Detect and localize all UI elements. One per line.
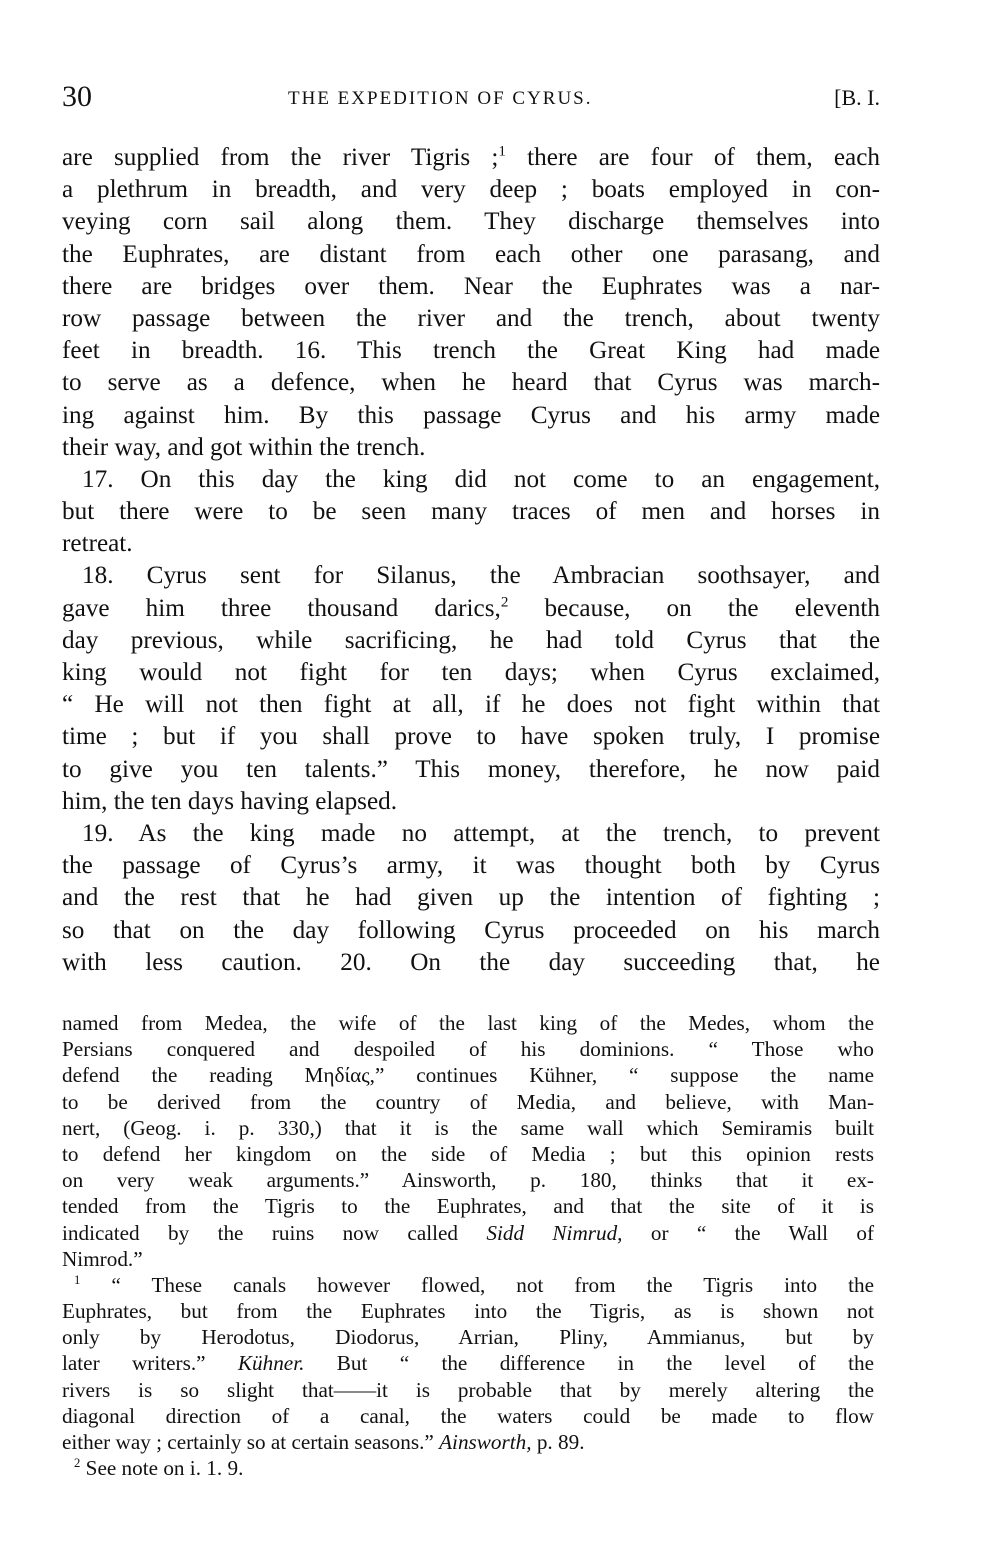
- footnote-line: [62, 1455, 874, 1481]
- text-line: [62, 142, 880, 174]
- text-line: [62, 464, 880, 496]
- text-line: [62, 303, 880, 335]
- footnote-line: [62, 1350, 874, 1376]
- text-line: [62, 560, 880, 592]
- line-text: a plethrum in breadth, and very deep ; boats employed in con-: [62, 176, 880, 204]
- italic-text: Kühner.: [237, 1351, 305, 1376]
- line-text: Nimrod.”: [62, 1246, 143, 1271]
- text-line: [62, 432, 880, 464]
- line-text: to serve as a defence, when he heard that Cyrus was march-: [62, 369, 880, 397]
- line-text: diagonal direction of a canal, the waters could be made to flow: [62, 1403, 874, 1428]
- line-text: veying corn sail along them. They discharge themselves into: [62, 208, 880, 236]
- footnote-line: [62, 1193, 874, 1219]
- footnote-line: [62, 1220, 874, 1246]
- line-text-tail: because, on the eleventh: [508, 594, 881, 622]
- text-line: [62, 850, 880, 882]
- text-line: [62, 625, 880, 657]
- line-text: to give you ten talents.” This money, therefore, he now paid: [62, 755, 880, 783]
- main-text: [62, 142, 880, 979]
- text-line: [62, 400, 880, 432]
- line-text: “ These canals however flowed, not from the Tigris into the: [111, 1272, 875, 1297]
- footnote-line: [62, 1141, 874, 1167]
- text-line: [62, 593, 880, 625]
- line-text: 17. On this day the king did not come to an engagement,: [82, 465, 880, 493]
- line-text: him, the ten days having elapsed.: [62, 787, 398, 815]
- footnote-line: [62, 1377, 874, 1403]
- footnote-line: [62, 1062, 874, 1088]
- footnotes: [62, 1010, 874, 1481]
- line-text: so that on the day following Cyrus proceeded on his march: [62, 916, 880, 944]
- book-section-marker: [B. I.: [834, 85, 880, 110]
- line-text: 18. Cyrus sent for Silanus, the Ambracian soothsayer, and: [82, 562, 880, 590]
- italic-text: Sidd Nimrud,: [486, 1220, 623, 1245]
- line-text: only by Herodotus, Diodorus, Arrian, Pliny, Ammianus, but by: [62, 1325, 874, 1350]
- footnote-marker: 1: [74, 1272, 81, 1287]
- line-text-tail: there are four of them, each: [505, 144, 880, 171]
- italic-text: Ainsworth,: [439, 1430, 532, 1454]
- text-line: [62, 496, 880, 528]
- line-text: with less caution. 20. On the day succeeding that, he: [62, 948, 880, 976]
- line-text: 19. As the king made no attempt, at the trench, to prevent: [82, 819, 880, 847]
- text-line: [62, 335, 880, 367]
- line-text: named from Medea, the wife of the last king of the Medes, whom the: [62, 1011, 874, 1035]
- text-line: [62, 239, 880, 271]
- text-line: [62, 882, 880, 914]
- footnote-line: [62, 1298, 874, 1324]
- line-text: defend the reading Μηδίας,” continues Kühner, “ suppose the name: [62, 1063, 874, 1088]
- footnote-marker: 2: [74, 1456, 81, 1471]
- line-text: the passage of Cyrus’s army, it was thought both by Cyrus: [62, 852, 880, 880]
- text-line: [62, 818, 880, 850]
- line-text: day previous, while sacrificing, he had told Cyrus that the: [62, 626, 880, 654]
- line-text: their way, and got within the trench.: [62, 433, 426, 461]
- line-text: are supplied from the river Tigris ;: [62, 144, 499, 171]
- footnote-line: [62, 1246, 874, 1272]
- footnote-line: [62, 1429, 874, 1455]
- footnote-line: [62, 1324, 874, 1350]
- footnote-line: [62, 1167, 874, 1193]
- line-text: “ He will not then fight at all, if he does not fight within that: [62, 691, 880, 719]
- text-line: [62, 367, 880, 399]
- text-line: [62, 271, 880, 303]
- footnote-line: [62, 1403, 874, 1429]
- line-text: tended from the Tigris to the Euphrates, and that the site of it is: [62, 1194, 874, 1219]
- text-line: [62, 206, 880, 238]
- text-line: [62, 689, 880, 721]
- line-text: there are bridges over them. Near the Euphrates was a nar-: [62, 272, 880, 300]
- line-text: to be derived from the country of Media, and believe, with Man-: [62, 1089, 874, 1114]
- line-text: Persians conquered and despoiled of his dominions. “ Those who: [62, 1037, 874, 1062]
- line-text: king would not fight for ten days; when Cyrus exclaimed,: [62, 659, 880, 686]
- line-text: retreat.: [62, 530, 133, 558]
- footnote-reference: 1: [498, 143, 506, 160]
- line-text: rivers is so slight that——it is probable that by merely altering the: [62, 1377, 874, 1402]
- footnote-line: [62, 1115, 874, 1141]
- line-text: Euphrates, but from the Euphrates into the Tigris, as is shown not: [62, 1299, 874, 1324]
- text-line: [62, 657, 880, 689]
- line-text-tail: p. 89.: [531, 1430, 585, 1454]
- text-line: [62, 528, 880, 560]
- line-text-tail: or “ the Wall of: [622, 1220, 875, 1245]
- text-line: [62, 754, 880, 786]
- line-text-tail: But “ the difference in the level of the: [304, 1351, 874, 1376]
- line-text: feet in breadth. 16. This trench the Great King had made: [62, 337, 880, 365]
- page-number: 30: [62, 80, 92, 113]
- line-text: nert, (Geog. i. p. 330,) that it is the same wall which Semiramis built: [62, 1115, 874, 1140]
- footnote-reference: 2: [500, 594, 509, 611]
- page-header: [62, 80, 880, 120]
- line-text: indicated by the ruins now called: [62, 1220, 487, 1245]
- text-line: [62, 174, 880, 206]
- line-text: the Euphrates, are distant from each other one parasang, and: [62, 240, 880, 268]
- text-line: [62, 721, 880, 753]
- line-text: See note on i. 1. 9.: [85, 1456, 244, 1481]
- line-text: time ; but if you shall prove to have spoken truly, I promise: [62, 723, 880, 751]
- footnote-line: [62, 1010, 874, 1036]
- line-text: later writers.”: [62, 1351, 238, 1376]
- running-title: THE EXPEDITION OF CYRUS.: [288, 88, 593, 109]
- line-text: but there were to be seen many traces of men and horses in: [62, 498, 880, 526]
- footnote-line: [62, 1089, 874, 1115]
- line-text: on very weak arguments.” Ainsworth, p. 180, thinks that it ex-: [62, 1168, 874, 1193]
- line-text: to defend her kingdom on the side of Media ; but this opinion rests: [62, 1141, 874, 1166]
- line-text: and the rest that he had given up the intention of fighting ;: [62, 884, 880, 912]
- footnote-line: [62, 1036, 874, 1062]
- text-line: [62, 915, 880, 947]
- text-line: [62, 947, 880, 979]
- line-text: gave him three thousand darics,: [62, 594, 501, 622]
- line-text: ing against him. By this passage Cyrus and his army made: [62, 401, 880, 429]
- line-text: either way ; certainly so at certain seasons.”: [62, 1430, 440, 1454]
- text-line: [62, 786, 880, 818]
- footnote-line: [62, 1272, 874, 1298]
- line-text: row passage between the river and the trench, about twenty: [62, 304, 880, 332]
